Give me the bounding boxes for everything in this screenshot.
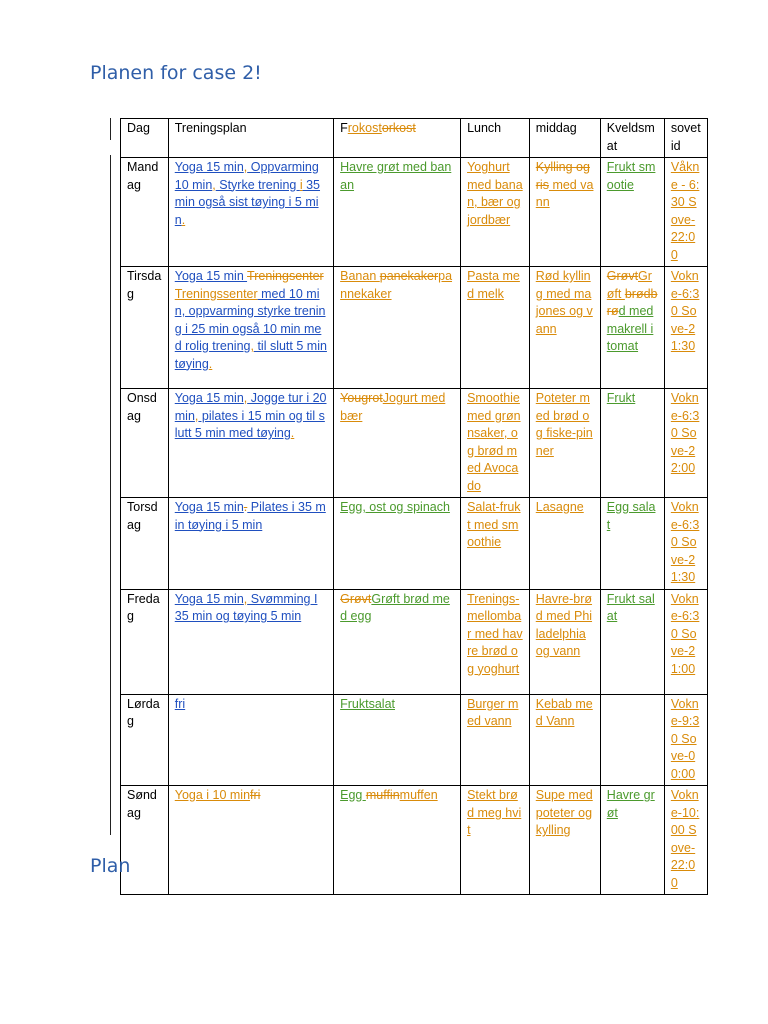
cell-text: fri <box>174 696 186 711</box>
cell-text: Rød kylling med majones og vann <box>535 269 593 336</box>
cell-text: Grøft <box>606 269 652 301</box>
cell-sovetid <box>664 498 707 590</box>
cell-text: pilates i 15 min og til slutt 5 min med tøying <box>174 408 325 440</box>
cell-text: rokost <box>347 121 382 135</box>
cell-text: Egg, ost og spinach <box>340 500 450 514</box>
day-label: Onsdag <box>127 391 157 423</box>
cell-frokost <box>334 589 461 694</box>
cell-lunch <box>461 786 530 895</box>
deleted-text: . <box>243 500 248 514</box>
deleted-text: Grøvt <box>606 269 639 283</box>
cell-text: Salat-frukt med smoothie <box>467 500 521 549</box>
cell-text: Smoothie med grønnsaker, og brød med Avocado <box>467 391 521 493</box>
cell-text: d med makrell i tomat <box>606 304 654 353</box>
day-cell <box>121 158 169 267</box>
cell-text: Vokne-6:30 Sove-21:30 <box>670 269 700 353</box>
cell-text: Lasagne <box>535 500 584 514</box>
cell-text: 35 min også sist tøying i 5 min <box>174 177 321 227</box>
cell-text: , <box>212 177 216 192</box>
cell-frokost <box>334 498 461 590</box>
cell-text: , <box>194 408 199 423</box>
table-row <box>121 267 708 389</box>
cell-middag <box>529 589 600 694</box>
cell-frokost <box>334 389 461 498</box>
table-header-row <box>121 119 708 158</box>
cell-text: muffen <box>399 788 438 802</box>
cell-treningsplan <box>168 589 333 694</box>
cell-text: Treningsplan <box>174 121 247 135</box>
change-bar-body <box>110 155 111 835</box>
cell-text: Pilates i 35 min tøying i 5 min <box>174 500 326 532</box>
cell-frokost <box>334 267 461 389</box>
cell-text: Kebab med Vann <box>535 696 593 728</box>
day-label: Tirsdag <box>127 269 162 301</box>
day-cell <box>121 589 169 694</box>
cell-treningsplan <box>168 267 333 389</box>
deleted-text: Yougrot <box>340 391 383 405</box>
cell-text: Treningssenter <box>174 286 258 301</box>
header-cell-treningsplan <box>168 119 333 158</box>
cell-lunch <box>461 589 530 694</box>
cell-kveldsmat <box>600 786 664 895</box>
cell-text: Jogurt med bær <box>340 391 446 423</box>
table-row <box>121 498 708 590</box>
cell-middag <box>529 389 600 498</box>
cell-lunch <box>461 267 530 389</box>
header-cell-middag <box>529 119 600 158</box>
cell-text: , <box>243 391 248 405</box>
cell-text: pannekaker <box>340 269 453 301</box>
cell-text: med 10 min, oppvarming styrke trening i 25 min også 10 min med rolig trening <box>174 286 326 353</box>
cell-sovetid <box>664 786 707 895</box>
cell-text: Kveldsmat <box>606 121 655 153</box>
cell-text: . <box>208 356 213 371</box>
cell-frokost <box>334 694 461 786</box>
cell-text: sovetid <box>670 121 701 153</box>
header-cell-dag <box>121 119 169 158</box>
cell-kveldsmat <box>600 589 664 694</box>
cell-middag <box>529 267 600 389</box>
cell-treningsplan <box>168 694 333 786</box>
cell-middag <box>529 786 600 895</box>
deleted-text: Treningsenter <box>247 269 324 283</box>
cell-middag <box>529 498 600 590</box>
cell-text: Frukt <box>606 391 636 405</box>
cell-text: Oppvarming 10 min <box>174 160 319 192</box>
cell-text: Frukt smootie <box>606 160 656 192</box>
header-cell-frokost <box>334 119 461 158</box>
cell-text: Våkne - 6:30 Sove-22:00 <box>670 160 700 262</box>
cell-text: Yoga 15 min <box>174 500 244 514</box>
cell-text: Lunch <box>467 121 502 135</box>
document-title: Planen for case 2! <box>90 62 262 84</box>
cell-text: Jogge tur i 20 min <box>174 391 327 423</box>
cell-lunch <box>461 158 530 267</box>
cell-sovetid <box>664 267 707 389</box>
day-label: Lørdag <box>127 696 160 728</box>
deleted-text: brødbrø <box>606 286 658 318</box>
cell-text: Trenings-mellombar med havre brød og yoghurt <box>467 591 523 676</box>
cell-sovetid <box>664 694 707 786</box>
cell-text: Stekt brød meg hvit <box>467 788 522 837</box>
cell-text: Egg <box>340 788 366 802</box>
cell-text: Havre-brød med Philadelphia og vann <box>535 591 593 658</box>
cell-text: Yoga 15 min <box>174 591 244 606</box>
table-row <box>121 158 708 267</box>
cell-text: . <box>290 426 295 440</box>
cell-text: Yoghurt med banan, bær og jordbær <box>467 160 523 227</box>
cell-treningsplan <box>168 498 333 590</box>
cell-frokost <box>334 158 461 267</box>
cell-text: . <box>181 212 186 227</box>
cell-text: Havre grøt med banan <box>340 160 452 192</box>
cell-text: , <box>243 591 248 606</box>
day-cell <box>121 267 169 389</box>
deleted-text: fri <box>250 788 261 802</box>
cell-text: middag <box>535 121 577 135</box>
cell-middag <box>529 694 600 786</box>
table-row <box>121 589 708 694</box>
cell-kveldsmat <box>600 267 664 389</box>
day-label: Mandag <box>127 160 159 192</box>
table-row <box>121 786 708 895</box>
cell-text: Pasta med melk <box>467 269 520 301</box>
cell-text: til slutt 5 min tøying <box>174 339 327 371</box>
cell-text: Vokne-6:30 Sove-21:30 <box>670 500 700 584</box>
cell-treningsplan <box>168 786 333 895</box>
cell-lunch <box>461 389 530 498</box>
cell-text: , <box>243 160 248 174</box>
cell-text: Egg salat <box>606 500 656 532</box>
deleted-text: orkost <box>381 121 416 135</box>
cell-lunch <box>461 694 530 786</box>
day-cell <box>121 786 169 895</box>
cell-text: Supe med poteter og kylling <box>535 788 593 837</box>
cell-text: Yoga 15 min <box>174 160 244 174</box>
cell-text: med vann <box>535 177 594 209</box>
cell-text: Dag <box>127 121 150 135</box>
cell-text: Vokne-6:30 Sove-21:00 <box>670 591 700 676</box>
day-cell <box>121 389 169 498</box>
cell-text: i <box>299 177 303 192</box>
cell-text: Havre grøt <box>606 788 655 820</box>
cell-text: Frukt salat <box>606 591 655 623</box>
cell-kveldsmat <box>600 389 664 498</box>
cell-text: Banan <box>340 269 380 283</box>
cell-treningsplan <box>168 158 333 267</box>
cell-text: Yoga 15 min <box>174 269 248 283</box>
plan-table <box>120 118 708 895</box>
cell-text: Vokne-6:30 Sove-22:00 <box>670 391 700 475</box>
cell-text: F <box>340 121 348 135</box>
table-row <box>121 389 708 498</box>
cell-treningsplan <box>168 389 333 498</box>
cell-sovetid <box>664 589 707 694</box>
table-row <box>121 694 708 786</box>
day-label: Søndag <box>127 788 157 820</box>
cell-kveldsmat <box>600 694 664 786</box>
cell-sovetid <box>664 158 707 267</box>
cell-frokost <box>334 786 461 895</box>
day-label: Torsdag <box>127 500 158 532</box>
cell-text: Fruktsalat <box>340 696 396 711</box>
header-cell-sovetid <box>664 119 707 158</box>
cell-middag <box>529 158 600 267</box>
cell-text: Yoga 15 min <box>174 391 244 405</box>
header-cell-lunch <box>461 119 530 158</box>
cell-lunch <box>461 498 530 590</box>
cell-kveldsmat <box>600 158 664 267</box>
cell-text: Poteter med brød og fiske-pinner <box>535 391 593 458</box>
cell-text: Vokne-9:30 Sove-00:00 <box>670 696 700 781</box>
deleted-text: Grøvt <box>340 591 372 606</box>
plan-table-body <box>121 119 708 895</box>
header-cell-kveldsmat <box>600 119 664 158</box>
day-label: Fredag <box>127 591 160 623</box>
cell-text: Grøft brød med egg <box>340 591 450 623</box>
cell-kveldsmat <box>600 498 664 590</box>
day-cell <box>121 694 169 786</box>
cell-text: Yoga i 10 min <box>174 788 251 802</box>
section-heading-plan: Plan <box>90 855 131 877</box>
day-cell <box>121 498 169 590</box>
cell-text: Svømming I 35 min og tøying 5 min <box>174 591 318 623</box>
cell-text: Styrke trening <box>215 177 300 192</box>
change-bar-header <box>110 118 111 140</box>
deleted-text: panekaker <box>379 269 439 283</box>
deleted-text: Kylling og ris <box>535 160 590 192</box>
cell-text: Burger med vann <box>467 696 519 728</box>
cell-text: Vokne-10:00 Sove-22:00 <box>670 788 700 890</box>
cell-sovetid <box>664 389 707 498</box>
cell-text: , <box>250 339 254 353</box>
deleted-text: muffin <box>365 788 400 802</box>
